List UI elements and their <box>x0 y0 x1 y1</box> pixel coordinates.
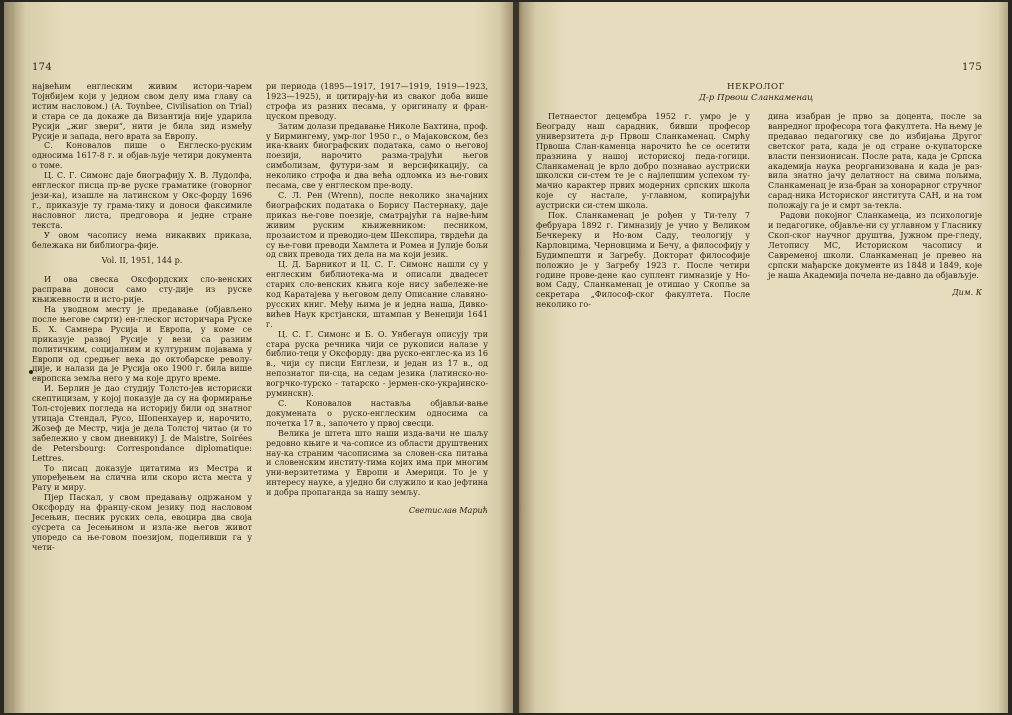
paragraph: С. Коновалов пише о Енглеско-руским односима 1617-8 г. и објав-љује четири документа о томе. <box>32 140 252 171</box>
obituary-header <box>676 82 836 103</box>
volume-heading: Vol. II, 1951, 144 р. <box>101 255 183 266</box>
signature: Светислав Марић <box>408 505 488 516</box>
paragraph: И. Берлин је дао студију Толсто-јев историски скептицизам, у којој показује да су на формирање Тол-стојевих погледа на историју били од знатног утицаја Стендал, Русо, Шопенхауер и, нарочито, Жозеф де Местр, чија је дела Толстој читао (и то забележио у свом дневнику) J. de Maistre, Soirées de Petersbourg: Correspondance diplomatique: Lettres. <box>32 383 252 463</box>
paragraph: највећим енглеским живим истори-чарем Тојнбијем који у једном свом делу има главу са истим насловом.) (A. Toynbee, Civilisation on Trial) и стара се да докаже да Византија није ударила Русији „жиг звери“, нити је била зид између Русије и запада, него врата за Европу. <box>32 81 252 141</box>
paragraph: дина изабран је прво за доцента, после за ванредног професора тога факултета. На њему је предавао педагогику све до избијања Другог светског рата, када је од стране о-купаторске власти пензионисан. После рата, када је Српска академија наука реорганизована и када је раз-вила знатно јачу делатност на свима пољима, Сланкаменац је иза-бран за хонорарног стручног сарад-ника Историског института САН, и на том положају га је и смрт за-текла. <box>768 111 982 211</box>
paragraph: Ц. С. Г. Симонс и Б. О. Унбегаун описују три стара руска речника чији се рукописи налазе у библио-теци у Оксфорду: два руско-енглес-ка из 16 в., чији су писци Енглези, и један из 17 в., од непознатог пи-сца, на седам језика (латинско-но-вогрчко-турско - татарско - јермен-ско-украјинско-руминскн). <box>266 328 488 399</box>
paragraph: То писац доказује цитатима из Местра и упоређењем на слична или скоро иста места у Рату и миру. <box>32 462 252 493</box>
paragraph: Петнаестог децембра 1952 г. умро је у Београду наш сарадник, бивши професор универзитета д-р Првош Сланкаменац. Смрћу Првоша Слан-каменца нарочито ће се осетити празнина у нашој историској педа-гогици. Сланкаменац је врло добро познавао аустриски школски си-стем те је с најлепшим успехом ту-мачио карактер првих модерних српских школа које су настале, у-главном, копирајући аустриски си-стем школа. <box>536 111 750 211</box>
obituary-heading: НЕКРОЛОГ <box>727 82 785 92</box>
left-column-2 <box>266 82 488 516</box>
right-page <box>516 2 1008 713</box>
paragraph: У овом часопису нема никаквих приказа, бележака ни библиогра-фије. <box>32 229 252 250</box>
paragraph: Радови покојног Сланкамеца, из психологије и педагогике, објавље-ни су углавном у Гласнику Скоп-ског научног друштва, Јужном пре-гледу, Летопису МС, Историском часопису и Савременој школи. Сланкаменац је превео на српски мађарске документе из 1848 и 1849, које је наша Академија почела не-давно да објављује. <box>768 210 982 280</box>
left-page <box>4 2 516 713</box>
book-spread <box>4 2 1008 713</box>
signature: Дим. К <box>952 287 982 298</box>
paragraph: С. Л. Рен (Wrenn), после неколико значајних биографских података о Борису Пастернаку, даје приказ ње-гове поезије, сматрајући га најве-ћим живим руским књижевником: песником, прозаистом и преводио-цем Шекспира, тврдећи да су ње-гови преводи Хамлета и Ромеа и Јулије бољи од свих превода тих дела на ма који језик. <box>266 189 488 260</box>
right-column-2 <box>768 112 982 298</box>
paragraph: На уводном месту је предавање (објављено после његове смрти) ен-глеског историчара Руске Б. Х. Самнера Русија и Европа, у коме се приказује развој Русије у вези са разним политичким, социјалним и културним појавама у Европи од средњег века до октобарске револу-ције, и налази да је Русија око 1900 г. била више европска земља него у ма које друго време. <box>32 304 252 384</box>
paragraph: Ц. С. Г. Симонс даје биографију Х. В. Лудолфа, енглеског писца пр-ве руске граматике (говорног јези-ка), изашле на латинском у Окс-форду 1696 г., приказује ту грама-тику и доноси факсимиле насловног листа, предговора и једне стране текста. <box>32 170 252 230</box>
left-column-1 <box>32 82 252 553</box>
right-column-1 <box>536 112 750 310</box>
paragraph: Велика је штета што наши изда-вачи не шаљу редовно књиге и ча-сописе из области друштвених нау-ка страним часописима за словен-ска питања и словенским институ-тима којих има при многим уни-верзитетима у Европи и Америци. То је у интересу науке, а уједно би служило и као јефтина и добра пропаганда за нашу земљу. <box>266 427 488 498</box>
paragraph: ри периода (1895—1917, 1917—1919, 1919—1923, 1923—1925), и цитирају-ћи из сваког доба више строфа из разних песама, у оригиналу и фран-цуском преводу. <box>266 81 488 121</box>
paragraph: Пјер Паскал, у свом предавању одржаном у Оксфорду на францу-ском језику под насловом Јесењин, песник руских села, евоцира два своја сусрета са Јесењином и изла-же његов живот упоредо са ње-говом поезијом, поделивши га у чети- <box>32 492 252 552</box>
obituary-subheading: Д-р Првош Сланкаменац <box>698 93 814 103</box>
paragraph: И ова свеска Оксфордских сло-венских расправа доноси само сту-дије из руске књижевности и исто-рије. <box>32 274 252 305</box>
book-gutter <box>513 2 519 713</box>
right-page-number: 175 <box>962 62 982 73</box>
paragraph: Затим долази предавање Николе Бахтина, проф. у Бирмингему, умр-лог 1950 г., о Мајаковском, без ика-кваих биографских података, само о његовој поезији, нарочито разма-трајући његов симболизам, футури-зам и версификацију, са неколико строфа и два већа одломка из ње-гових песама, све у енглеском пре-воду. <box>266 120 488 191</box>
paragraph: Ц. Д. Барникот и Ц. С. Г. Симонс нашли су у енглеским библиотека-ма и описали двадесет старих сло-венских књига које нису забележе-не код Каратајева у његовом делу Описание славяно-русских книг. Међу њима је и једна наша, Дивко-вићев Наук крстјански, штампан у Венецији 1641 г. <box>266 259 488 329</box>
left-page-number: 174 <box>32 62 52 73</box>
paragraph: С. Коновалов наставља објављи-вање докумената о руско-енглеским односима са почетка 17 в., започето у првој свесци. <box>266 398 488 428</box>
paragraph: Пок. Сланкаменац је рођен у Ти-телу 7 фебруара 1892 г. Гимназију је учио у Великом Бечкереку и Но-вом Саду, теологију у Карловцима, Черновцима и Бечу, а философију у Будимпешти и Загребу. Докторат философије положио је у Загребу 1923 г. После четири године прове-дене као суплент гимназије у Но-вом Саду, Сланкаменац је отишао у Скопље за секретара „Философ-ског факултета. После неколико го- <box>536 210 750 310</box>
